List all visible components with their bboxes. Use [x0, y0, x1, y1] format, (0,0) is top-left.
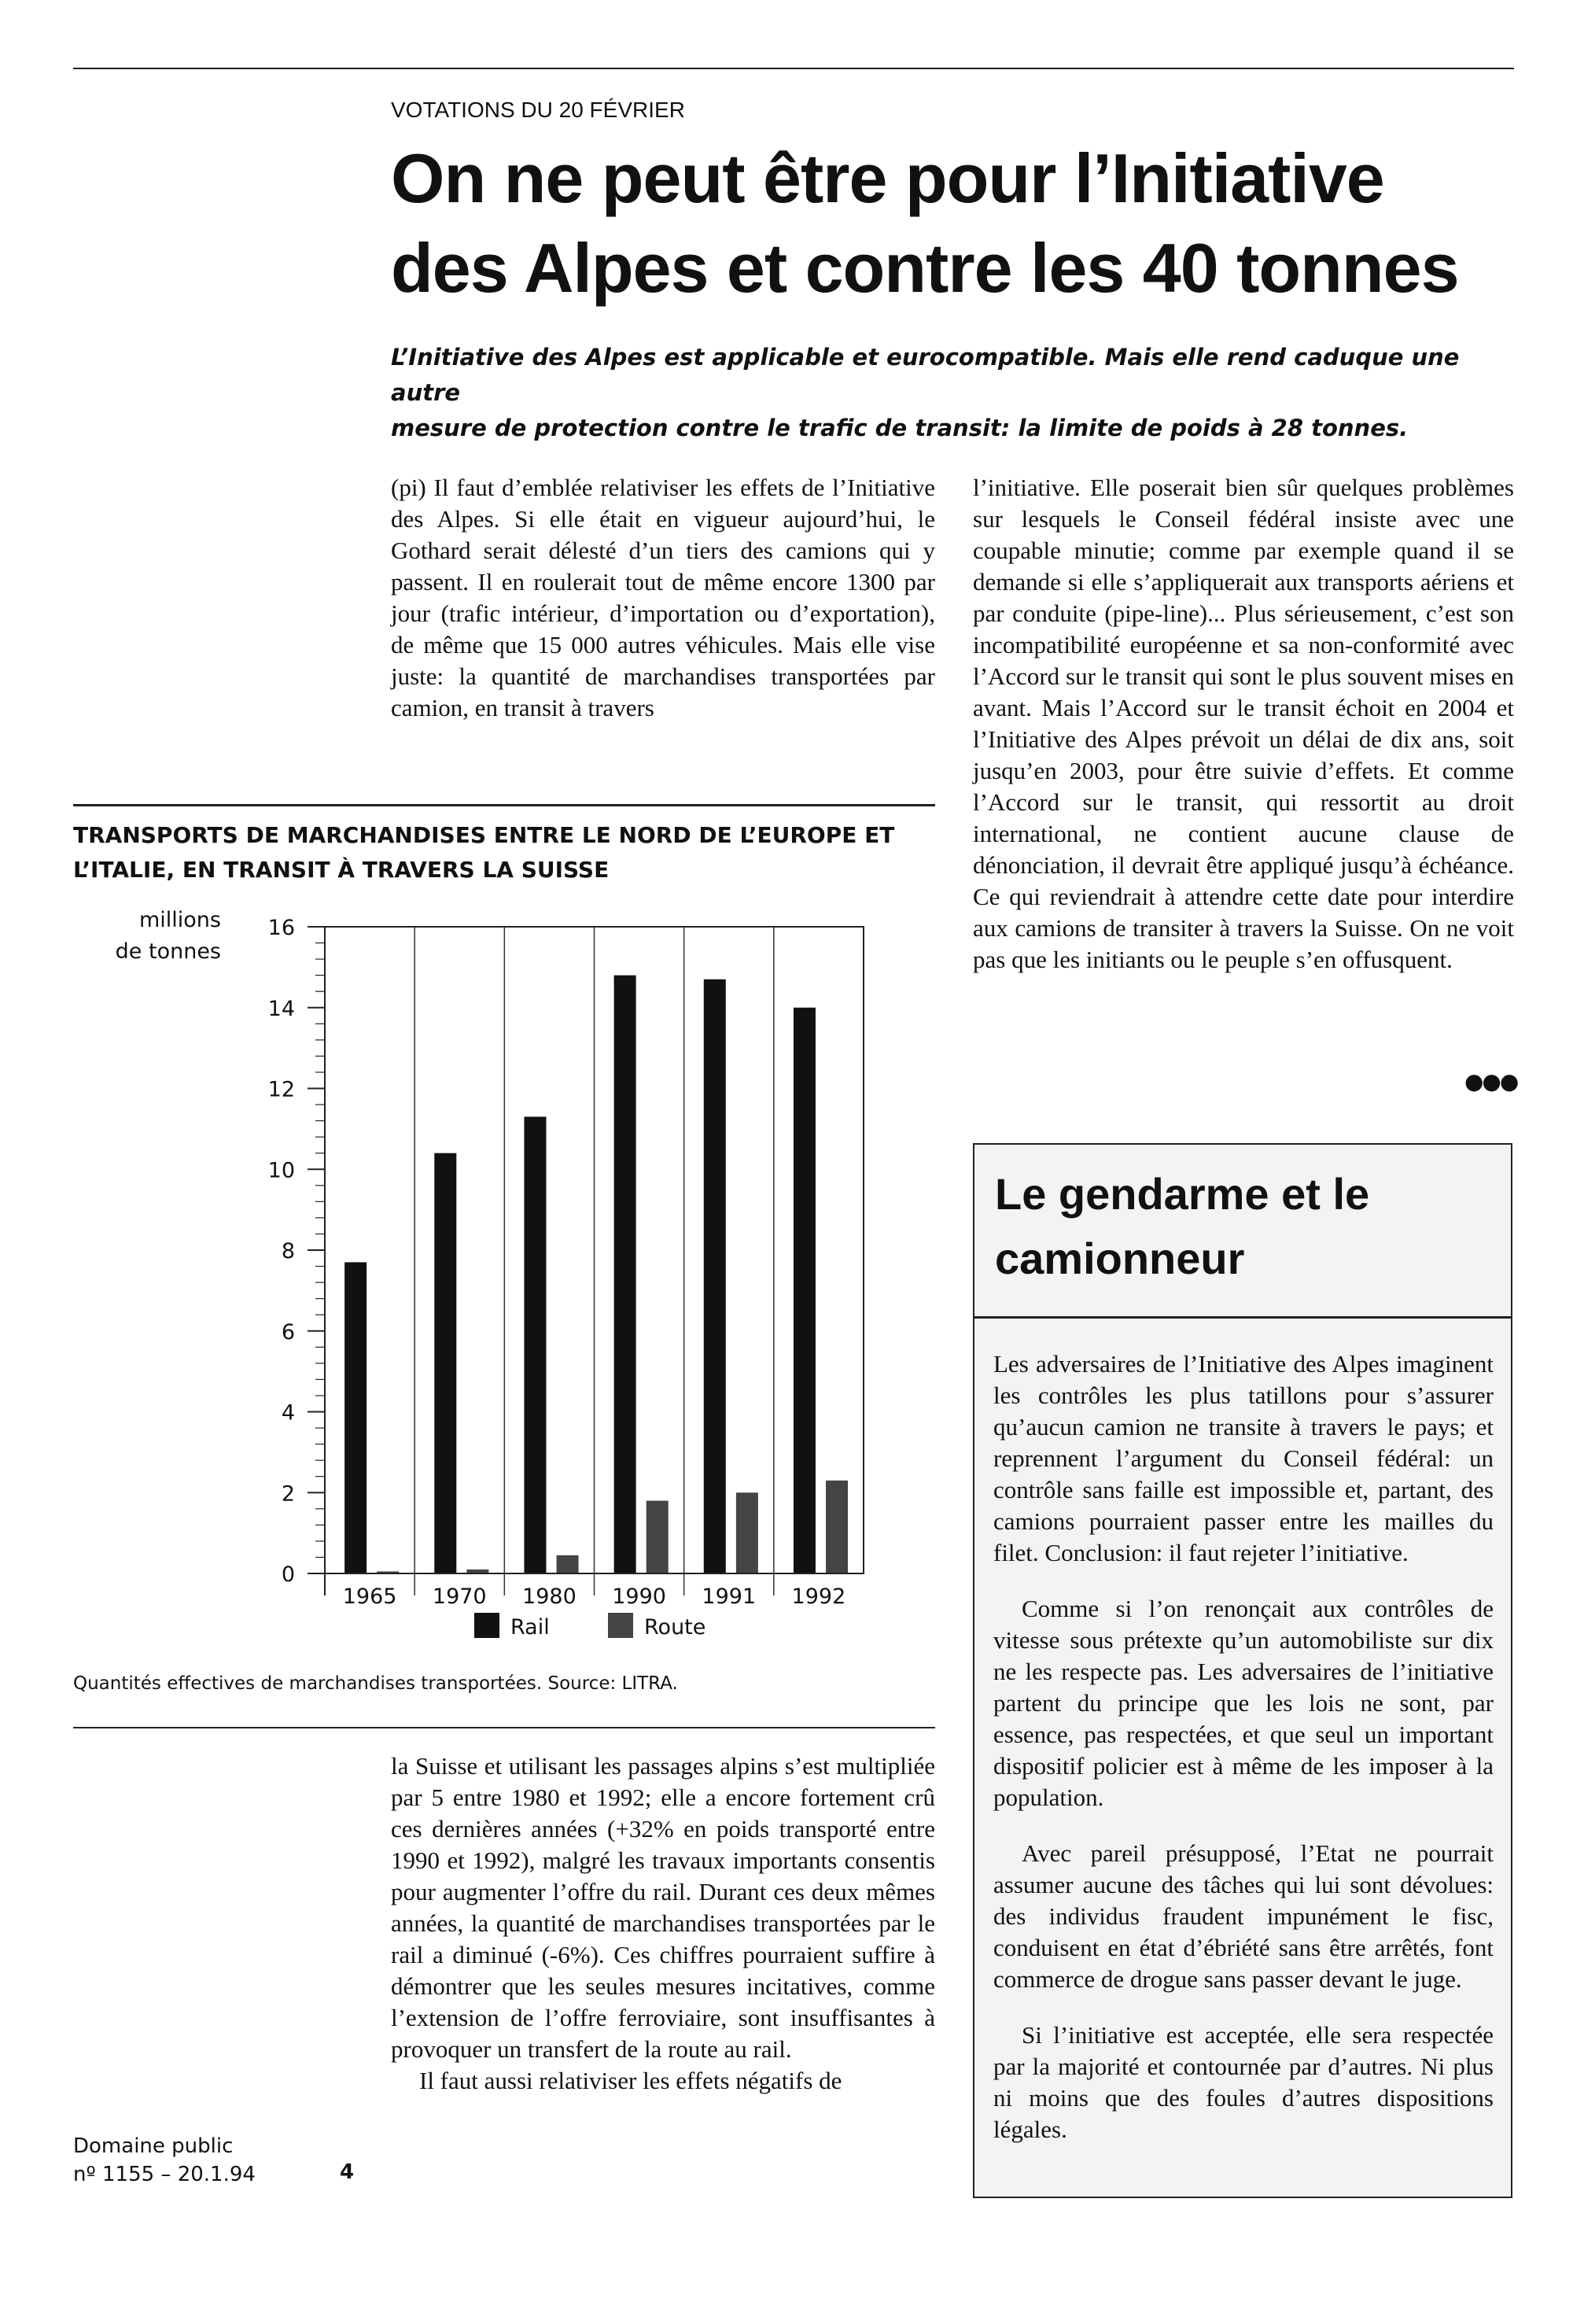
article-title	[391, 134, 1555, 313]
chart-legend	[474, 1613, 705, 1640]
paragraph: la Suisse et utilisant les passages alpins s’est multipliée par 5 entre 1980 et 1992; elle a encore fortement crû ces dernières années (+32% en poids transporté entre 1990 et 1992), malgré les travaux importants consentis pour augmenter l’offre du rail. Durant ces deux mêmes années, la quantité de marchandises transportées par le rail a diminué (-6%). Ces chiffres pourraient suffire à démontrer que les seules mesures incitatives, comme l’extension de l’offre ferroviaire, sont insuffisantes à provoquer un transfert de la route au rail.	[391, 1752, 935, 2063]
y-tick-label: 2	[281, 1481, 295, 1507]
sidebar-body	[993, 1324, 1494, 2170]
chart-bottom-rule	[73, 1727, 935, 1728]
paragraph: l’initiative. Elle poserait bien sûr quelques problèmes sur lesquels le Conseil fédéral insiste avec une coupable minutie; comme par exemple quand il se demande si elle s’appliquerait aux transports aériens et par conduite (pipe-line)... Plus sérieusement, c’est son incompatibilité européenne et sa non-conformité avec l’Accord sur le transit qui sont le plus souvent mises en avant. Mais l’Accord sur le transit échoit en 2004 et l’Initiative des Alpes prévoit un délai de dix ans, soit jusqu’en 2003, pour être suivie d’effets. Et comme l’Accord sur le transit, qui ressortit au droit international, ne contient aucune clause de dénonciation, il devrait être appliqué jusqu’à échéance. Ce qui reviendrait à attendre cette date pour interdire aux camions de transiter à travers la Suisse. On ne voit pas que les initiants ou le peuple s’en offusquent.	[973, 474, 1514, 973]
lede-line-2: mesure de protection contre le trafic de transit: la limite de poids à 28 tonnes.	[391, 415, 1409, 441]
article-column-2	[973, 472, 1514, 976]
title-line-1: On ne peut être pour l’Initiative	[391, 139, 1384, 217]
y-tick-label: 6	[281, 1319, 295, 1345]
sidebar-rule	[974, 1316, 1511, 1319]
sidebar-paragraph: Si l’initiative est acceptée, elle sera respectée par la majorité et contournée par d’autres. Ni plus ni moins que des foules d’autres dispositions légales.	[993, 2021, 1494, 2143]
legend-label-rail: Rail	[510, 1615, 550, 1640]
lede	[391, 340, 1520, 446]
paragraph: Il faut aussi relativiser les effets négatifs de	[419, 2067, 842, 2094]
bar-rail-1965	[344, 1262, 367, 1573]
y-tick-label: 10	[267, 1158, 295, 1183]
footer-publication	[73, 2132, 256, 2189]
page-number: 4	[340, 2160, 355, 2184]
x-tick-label: 1970	[432, 1584, 487, 1609]
x-tick-label: 1965	[342, 1584, 397, 1609]
issue-number: nº 1155 – 20.1.94	[73, 2163, 256, 2186]
chart-caption: Quantités effectives de marchandises transportées. Source: LITRA.	[73, 1673, 678, 1694]
top-rule	[73, 68, 1514, 69]
end-mark: ●●●	[1464, 1068, 1518, 1094]
chart-title-line-1: TRANSPORTS DE MARCHANDISES ENTRE LE NORD DE L’EUROPE ET	[73, 822, 895, 848]
sidebar-title: Le gendarme et le camionneur	[995, 1169, 1370, 1283]
lede-line-1: L’Initiative des Alpes est applicable et eurocompatible. Mais elle rend caduque une autre	[391, 344, 1460, 406]
y-tick-label: 8	[281, 1239, 295, 1263]
bar-rail-1991	[704, 979, 726, 1573]
y-tick-label: 0	[281, 1562, 295, 1587]
y-axis-label-line-2: de tonnes	[115, 939, 221, 964]
bar-route-1991	[736, 1492, 758, 1573]
sidebar-paragraph: Comme si l’on renonçait aux contrôles de vitesse sous prétexte qu’un automobiliste sur dix ne les respecte pas. Les adversaires de l’initiative partent du principe que les lois ne sont, par essence, pas respectées, et que seul un important dispositif policier est à même de les imposer à la population.	[993, 1595, 1494, 1811]
x-tick-label: 1992	[791, 1584, 846, 1609]
bar-route-1990	[647, 1501, 669, 1573]
y-tick-label: 16	[267, 916, 295, 940]
chart-top-rule	[73, 804, 935, 806]
bar-rail-1992	[794, 1008, 816, 1573]
bar-rail-1980	[524, 1116, 546, 1573]
legend-swatch-rail	[474, 1613, 499, 1638]
title-line-2: des Alpes et contre les 40 tonnes	[391, 229, 1459, 307]
x-tick-label: 1980	[522, 1584, 577, 1609]
bar-rail-1990	[614, 976, 636, 1573]
bar-route-1980	[557, 1555, 579, 1573]
y-tick-label: 14	[267, 996, 295, 1021]
sidebar-paragraph: Avec pareil présupposé, l’Etat ne pourrait assumer aucune des tâches qui lui sont dévolues: des individus fraudent impunément le fisc, conduisent en état d’ébriété sans être arrêtés, font commerce de drogue sans passer devant le juge.	[993, 1839, 1494, 1993]
sidebar-paragraph: Les adversaires de l’Initiative des Alpes imaginent les contrôles les plus tatillons pour s’assurer qu’aucun camion ne transite à travers le pays; et reprennent l’argument du Conseil fédéral: un contrôle sans faille est impossible et, partant, des camions pourraient passer entre les mailles du filet. Conclusion: il faut rejeter l’initiative.	[993, 1350, 1494, 1566]
y-axis-label-line-1: millions	[138, 908, 221, 932]
x-tick-label: 1990	[612, 1584, 666, 1609]
sidebar-box	[973, 1143, 1512, 2198]
publication-name: Domaine public	[73, 2134, 234, 2158]
article-column-1-bottom	[391, 1750, 935, 2097]
legend-swatch-route	[608, 1613, 633, 1638]
bar-route-1992	[826, 1481, 848, 1573]
chart-title	[73, 818, 930, 887]
kicker: VOTATIONS DU 20 FÉVRIER	[391, 98, 685, 122]
bar-rail-1970	[434, 1153, 456, 1573]
bar-chart	[73, 889, 938, 1668]
y-tick-label: 4	[281, 1400, 295, 1426]
paragraph: (pi) Il faut d’emblée relativiser les effets de l’Initiative des Alpes. Si elle était en vigueur aujourd’hui, le Gothard serait délesté d’un tiers des camions qui y passent. Il en roulerait tout de même encore 1300 par jour (trafic intérieur, d’importation ou d’exportation), de même que 15 000 autres véhicules. Mais elle vise juste: la quantité de marchandises transportées par camion, en transit à travers	[391, 474, 935, 721]
x-tick-label: 1991	[702, 1584, 757, 1609]
chart-title-line-2: L’ITALIE, EN TRANSIT À TRAVERS LA SUISSE	[73, 857, 610, 883]
legend-label-route: Route	[644, 1615, 706, 1640]
chart-bars	[344, 976, 848, 1573]
article-column-1-top	[391, 472, 935, 724]
y-tick-label: 12	[267, 1077, 295, 1102]
